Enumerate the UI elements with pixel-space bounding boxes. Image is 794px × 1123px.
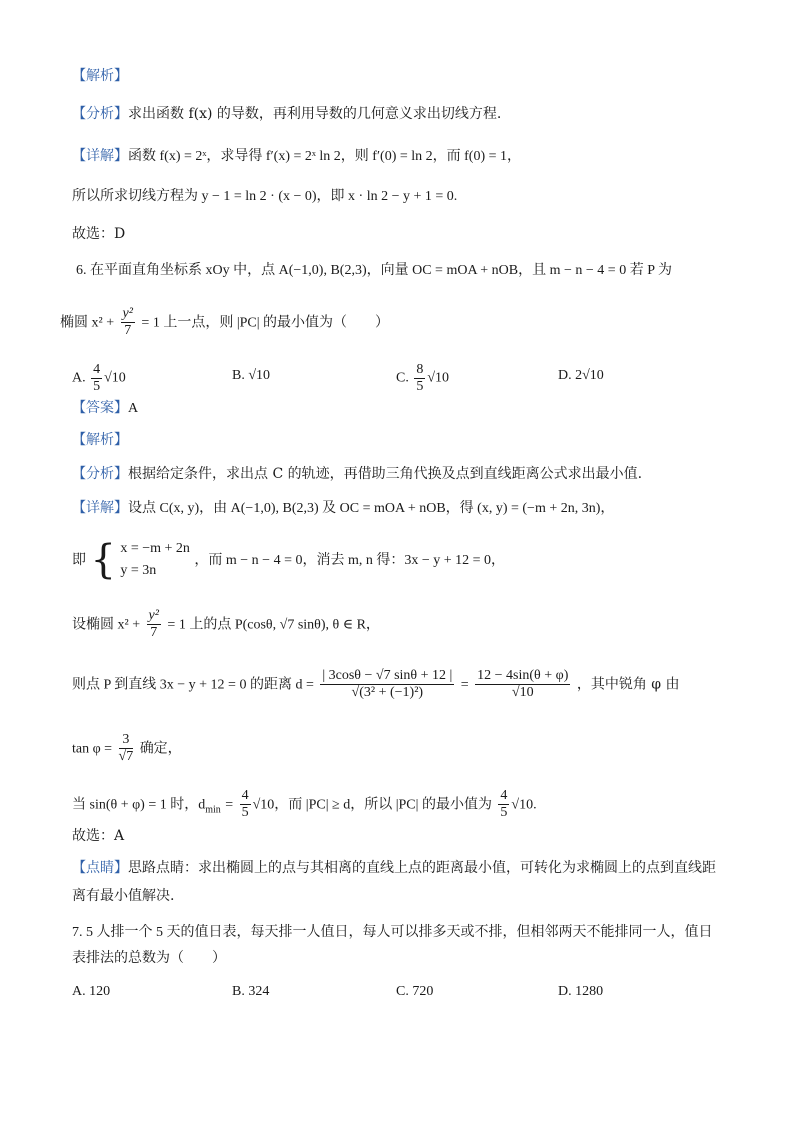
q6-stem-fraction: $\frac{\text{y²}}{7}$: [122, 306, 133, 338]
q6-ellipse-param: 设椭圆 x² + $\frac{\text{y²}}{7}$ = 1 上的点 P(cosθ, √7 sinθ), θ ∈ R，: [72, 608, 380, 640]
q6-option-c: C. $\frac{8}{5}$ √10: [396, 362, 450, 394]
jiexi-heading: 【解析】: [72, 68, 128, 84]
q6-system: 即 { x = −m + 2n y = 3n ，而 m − n − 4 = 0，消去 m, n 得：3x − y + 12 = 0，: [72, 537, 506, 583]
q5-choice: 故选：D: [72, 226, 126, 242]
q5-detail: 【详解】函数 f(x) = 2ˣ，求导得 f′(x) = 2ˣ ln 2，则 f′(0) = ln 2，而 f(0) = 1，: [72, 148, 522, 164]
q6-option-a: A. $\frac{4}{5}$ √10: [72, 362, 126, 394]
q5-tangent-line: 所以所求切线方程为 y − 1 = ln 2 · (x − 0)，即 x · ln 2 − y + 1 = 0.: [72, 189, 458, 204]
q7-option-a: A. 120: [72, 984, 111, 999]
q6-choice: 故选：A: [72, 828, 125, 844]
q7-option-c: C. 720: [396, 984, 434, 999]
q6-stem-line2: 椭圆 x² + $\frac{\text{y²}}{7}$ = 1 上一点，则 |PC| 的最小值为（ ）: [60, 306, 390, 338]
q6-jiexi-heading: 【解析】: [72, 432, 128, 448]
q7-option-d: D. 1280: [558, 984, 604, 999]
q6-distance: 则点 P 到直线 3x − y + 12 = 0 的距离 d = $\frac{| 3\cos\theta - √7 \sin\theta + 12 |}{\text{√(3² + (−1)²)}}$ = $\frac{12 - 4\sin(\theta + \varphi)}{√10}$ ，其中锐角 φ 由: [72, 668, 680, 700]
q6-insight-line1: 【点睛】思路点睛：求出椭圆上的点与其相离的直线上点的距离最小值，可转化为求椭圆上的点到直线距: [72, 860, 716, 876]
q5-analysis: 【分析】求出函数 f(x) 的导数，再利用导数的几何意义求出切线方程.: [72, 106, 502, 122]
q7-stem-line1: 7. 5 人排一个 5 天的值日表，每天排一人值日，每人可以排多天或不排，但相邻两天不能排同一人，值日: [72, 925, 713, 940]
q7-option-b: B. 324: [232, 984, 270, 999]
q6-analysis: 【分析】根据给定条件，求出点 C 的轨迹，再借助三角代换及点到直线距离公式求出最小值.: [72, 466, 643, 482]
left-brace: {: [90, 537, 116, 583]
q7-stem-line2: 表排法的总数为（ ）: [72, 950, 226, 966]
q6-insight-line2: 离有最小值解决.: [72, 888, 175, 904]
q6-option-b: B. √10: [232, 368, 271, 383]
q6-tan: tan φ = $\frac{3}{√7}$ 确定，: [72, 732, 182, 764]
q6-answer: 【答案】A: [72, 400, 139, 416]
q6-detail: 【详解】设点 C(x, y)，由 A(−1,0), B(2,3) 及 OC = mOA + nOB，得 (x, y) = (−m + 2n, 3n)，: [72, 500, 615, 516]
q6-stem-line1: 6. 在平面直角坐标系 xOy 中，点 A(−1,0), B(2,3)，向量 OC = mOA + nOB，且 m − n − 4 = 0 若 P 为: [76, 263, 672, 278]
q6-minimum: 当 sin(θ + φ) = 1 时，$d_{min}$ = $\frac{4}{5}$ √10，而 |PC| ≥ d，所以 |PC| 的最小值为 $\frac{4}{5}$ √10.: [72, 788, 537, 820]
q6-option-d: D. 2√10: [558, 368, 604, 383]
